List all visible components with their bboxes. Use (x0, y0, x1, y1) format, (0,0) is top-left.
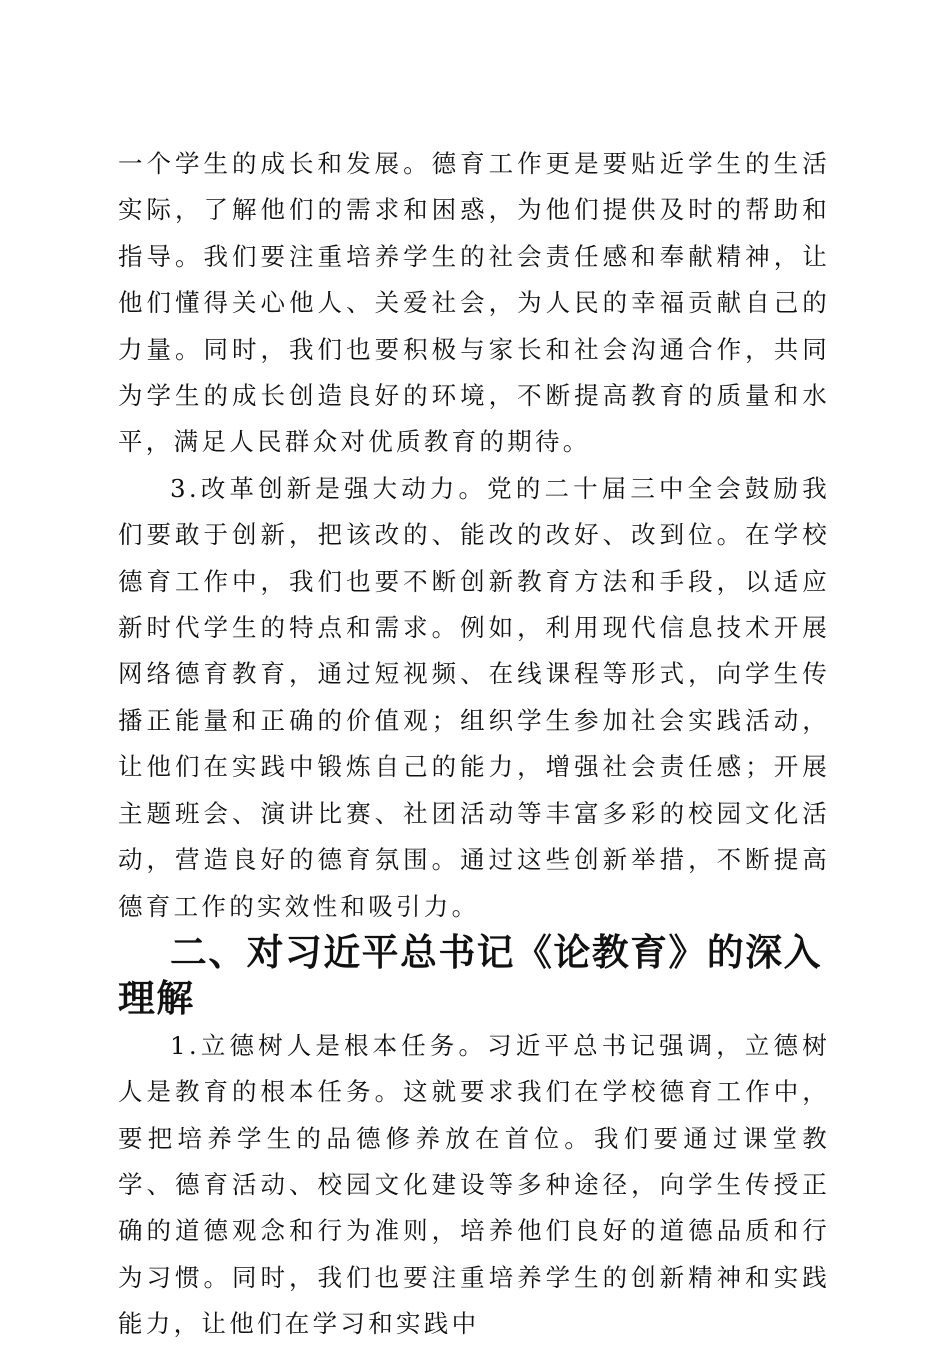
paragraph-moral-education: 1.立德树人是根本任务。习近平总书记强调，立德树人是教育的根本任务。这就要求我们在学校德育工作中，要把培养学生的品德修养放在首位。我们要通过课堂教学、德育活动、校园文化建设等多种途径，向学生传授正确的道德观念和行为准则，培养他们良好的道德品质和行为习惯。同时，我们也要注重培养学生的创新精神和实践能力，让他们在学习和实践中 (118, 1030, 830, 1339)
paragraph-continuation: 一个学生的成长和发展。德育工作更是要贴近学生的生活实际，了解他们的需求和困惑，为他们提供及时的帮助和指导。我们要注重培养学生的社会责任感和奉献精神，让他们懂得关心他人、关爱社会，为人民的幸福贡献自己的力量。同时，我们也要积极与家长和社会沟通合作，共同为学生的成长创造良好的环境，不断提高教育的质量和水平，满足人民群众对优质教育的期待。 (118, 149, 830, 457)
document-body (118, 141, 830, 1348)
section-heading: 二、对习近平总书记《论教育》的深入理解 (118, 930, 822, 1021)
paragraph-reform-innovation: 3.改革创新是强大动力。党的二十届三中全会鼓励我们要敢于创新，把该改的、能改的改好、改到位。在学校德育工作中，我们也要不断创新教育方法和手段，以适应新时代学生的特点和需求。例如，利用现代信息技术开展网络德育教育，通过短视频、在线课程等形式，向学生传播正能量和正确的价值观；组织学生参加社会实践活动，让他们在实践中锻炼自己的能力，增强社会责任感；开展主题班会、演讲比赛、社团活动等丰富多彩的校园文化活动，营造良好的德育氛围。通过这些创新举措，不断提高德育工作的实效性和吸引力。 (118, 473, 830, 921)
